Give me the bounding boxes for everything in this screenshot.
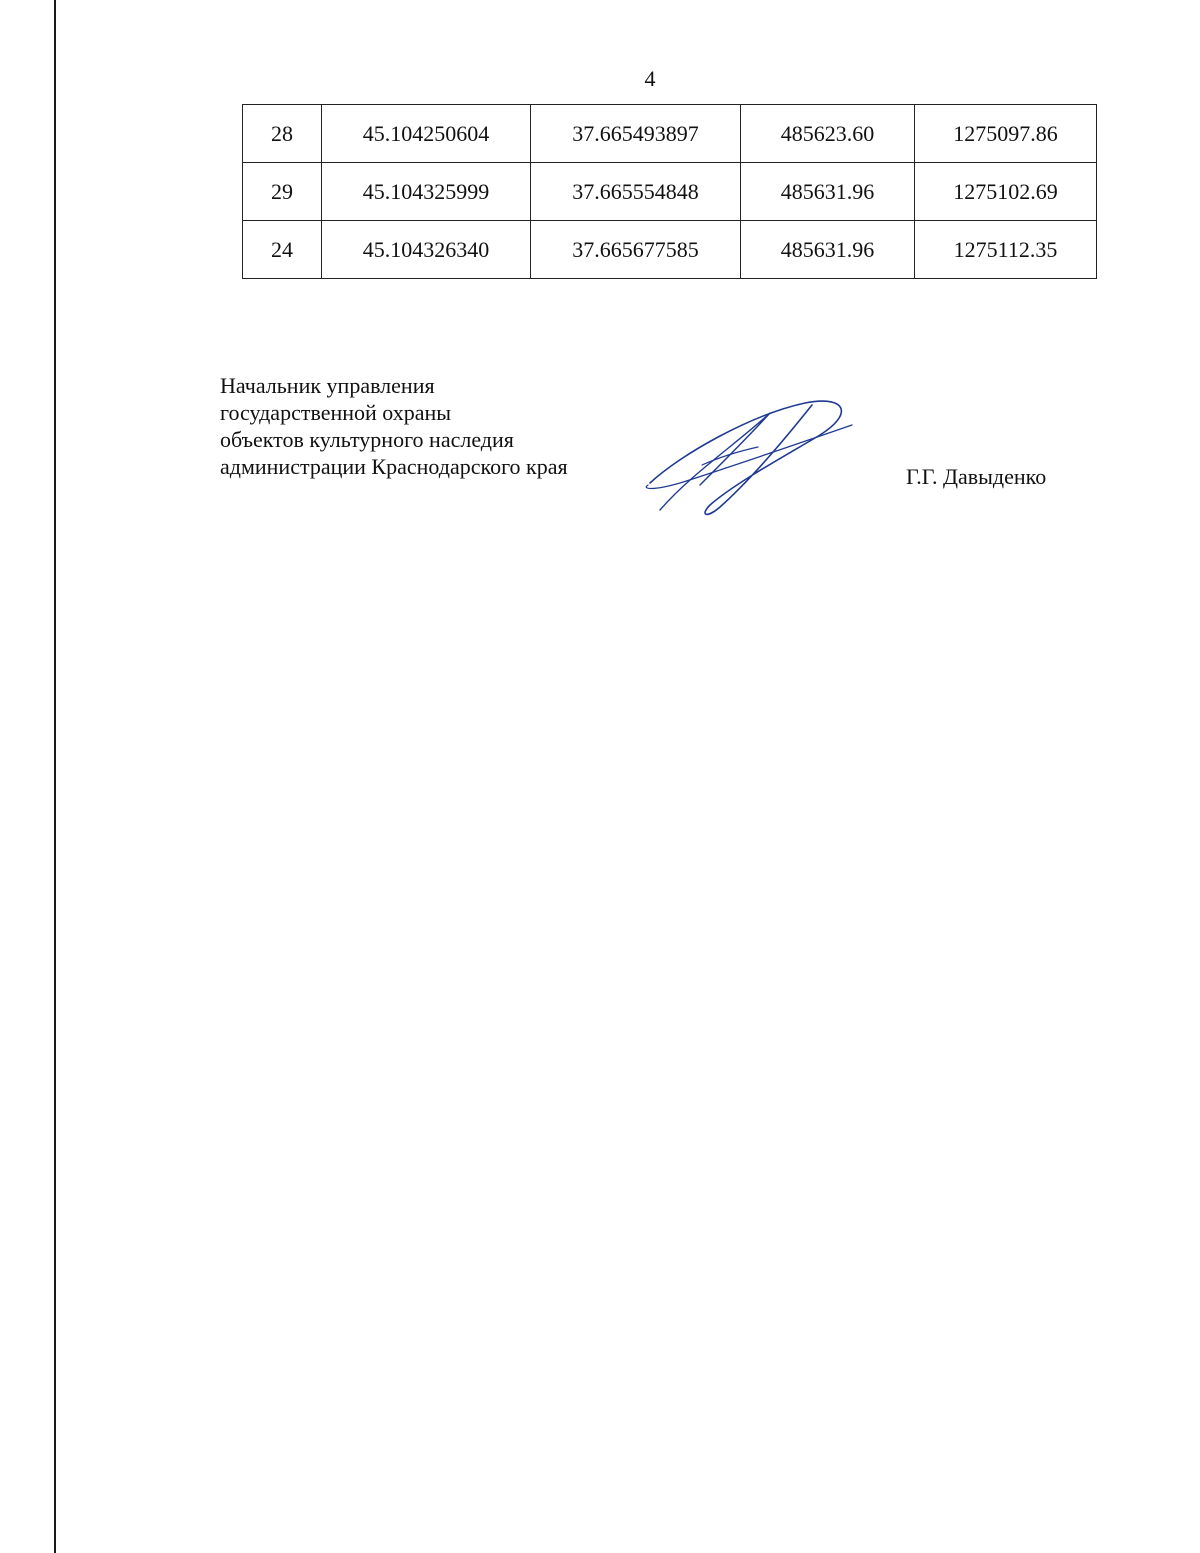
x-coordinate-cell: 485631.96 (741, 163, 915, 221)
table-row (243, 105, 1097, 163)
x-coordinate-cell: 485623.60 (741, 105, 915, 163)
longitude-cell: 37.665493897 (531, 105, 741, 163)
page-number: 4 (644, 66, 656, 91)
longitude-cell: 37.665554848 (531, 163, 741, 221)
table-row (243, 221, 1097, 279)
longitude-cell: 37.665677585 (531, 221, 741, 279)
y-coordinate-cell: 1275112.35 (915, 221, 1097, 279)
point-number-cell: 24 (243, 221, 322, 279)
page-edge-line (54, 0, 56, 1553)
y-coordinate-cell: 1275097.86 (915, 105, 1097, 163)
latitude-cell: 45.104325999 (322, 163, 531, 221)
latitude-cell: 45.104326340 (322, 221, 531, 279)
x-coordinate-cell: 485631.96 (741, 221, 915, 279)
position-line: Начальник управления (220, 373, 435, 398)
position-line: объектов культурного наследия (220, 427, 514, 452)
point-number-cell: 29 (243, 163, 322, 221)
handwritten-signature (640, 395, 860, 520)
position-line: государственной охраны (220, 400, 452, 425)
position-line: администрации Краснодарского края (220, 454, 568, 479)
point-number-cell: 28 (243, 105, 322, 163)
signatory-position (220, 372, 568, 480)
coordinates-table (242, 104, 1097, 279)
table-row (243, 163, 1097, 221)
signatory-name: Г.Г. Давыденко (906, 464, 1047, 489)
y-coordinate-cell: 1275102.69 (915, 163, 1097, 221)
latitude-cell: 45.104250604 (322, 105, 531, 163)
